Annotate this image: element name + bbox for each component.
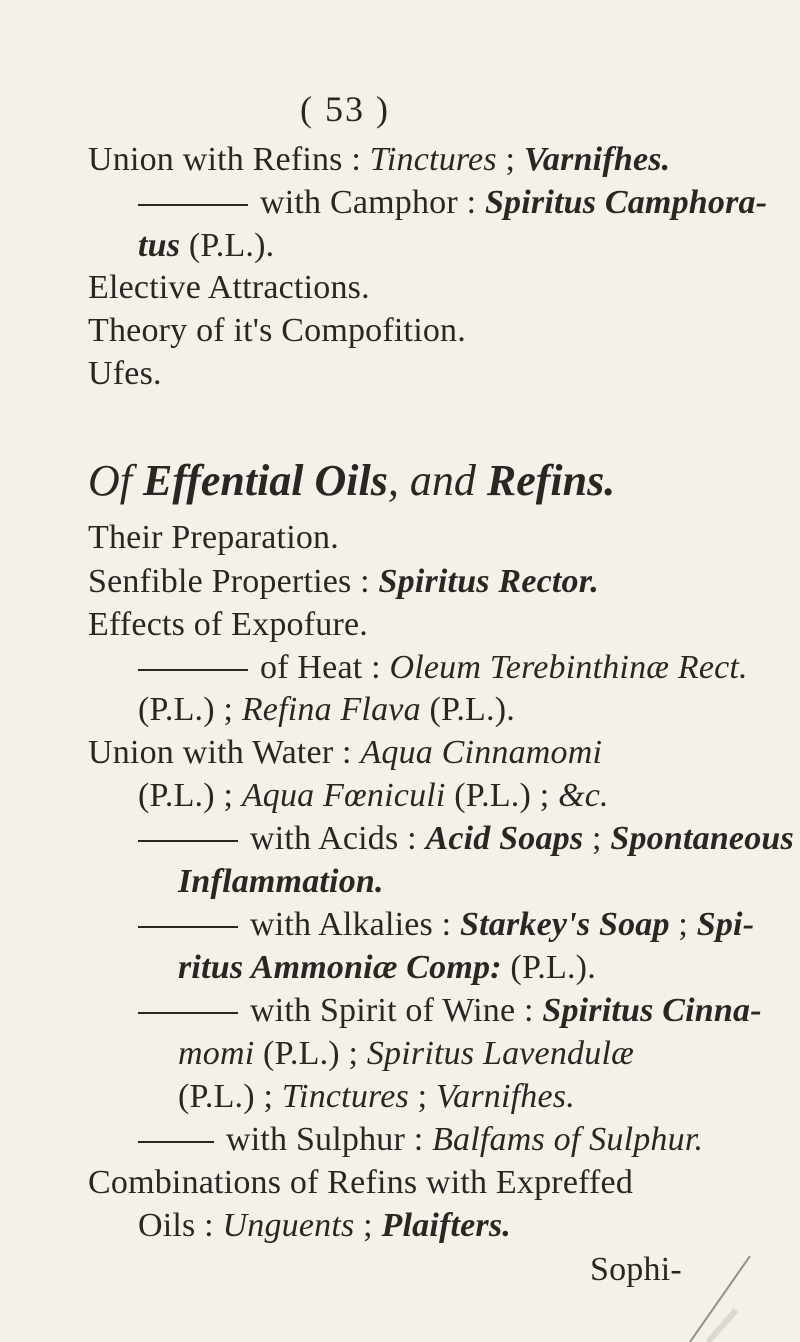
text-run: ;	[496, 141, 524, 178]
text-run-italic: Spiritus Cinna-	[542, 992, 762, 1029]
text-run-italic: Varnifhes.	[523, 141, 671, 178]
text-run: with Spirit of Wine :	[250, 992, 543, 1029]
text-run: (P.L.) ;	[138, 691, 242, 728]
text-line-9	[88, 605, 368, 645]
text-line-21	[138, 1120, 703, 1160]
text-run: Their Preparation.	[88, 519, 339, 556]
text-run: ;	[408, 1078, 436, 1115]
text-run-italic: Starkey's Soap	[460, 906, 670, 943]
text-run-italic: Oleum Terebinthinæ Rect.	[389, 649, 748, 686]
text-run: Elective Attractions.	[88, 269, 370, 306]
text-run: Ufes.	[88, 355, 162, 392]
text-run-italic: Unguents	[222, 1207, 355, 1244]
text-run-italic: &c.	[558, 777, 609, 814]
text-run-italic: Spiritus Rector.	[378, 563, 599, 600]
text-run-italic: Refina Flava	[241, 691, 421, 728]
ditto-dash	[138, 926, 238, 928]
page-number: ( 53 )	[300, 89, 390, 129]
text-run: ;	[354, 1207, 382, 1244]
text-run-italic: momi	[178, 1035, 255, 1072]
text-run: (P.L.) ;	[138, 777, 242, 814]
text-run: with Alkalies :	[250, 906, 461, 943]
text-run-italic: Aqua Fœniculi	[241, 777, 446, 814]
text-run-italic: Tinctures	[369, 141, 497, 178]
text-run: (P.L.).	[501, 949, 596, 986]
text-line-17	[178, 948, 596, 988]
text-line-22	[88, 1163, 633, 1203]
text-run: Effects of Expofure.	[88, 606, 368, 643]
ditto-dash	[138, 669, 248, 671]
text-run: (P.L.) ;	[178, 1078, 282, 1115]
heading-run: , and	[387, 456, 487, 505]
text-line-10	[138, 648, 748, 688]
text-line-20	[178, 1077, 575, 1117]
text-run: (P.L.).	[180, 227, 275, 264]
text-line-2	[138, 183, 767, 223]
text-run-italic: Aqua Cinnamomi	[360, 734, 603, 771]
text-run: Combinations of Refins with Expreffed	[88, 1164, 634, 1201]
text-line-3	[138, 226, 274, 266]
text-line-6	[88, 354, 162, 394]
text-line-19	[178, 1034, 634, 1074]
text-run: (P.L.) ;	[445, 777, 559, 814]
text-run-italic: Balfams of Sulphur.	[432, 1121, 704, 1158]
text-line-4	[88, 268, 370, 308]
text-run-italic: Varnifhes.	[435, 1078, 575, 1115]
text-run-italic: Acid Soaps	[425, 820, 584, 857]
text-line-18	[138, 991, 762, 1031]
text-line-23	[138, 1206, 511, 1246]
text-line-8	[88, 562, 599, 602]
text-run-italic: Spi-	[696, 906, 755, 943]
ditto-dash	[138, 1012, 238, 1014]
text-run: with Camphor :	[260, 184, 485, 221]
ditto-dash	[138, 840, 238, 842]
text-line-11	[138, 690, 515, 730]
heading-run: Of	[88, 456, 143, 505]
text-run: Union with Refins :	[88, 141, 370, 178]
text-run-italic: ritus Ammoniæ Comp:	[178, 949, 502, 986]
text-line-16	[138, 905, 754, 945]
heading-run: Effential Oils	[143, 456, 388, 505]
ditto-dash	[138, 204, 248, 206]
text-run-italic: Spontaneous	[610, 820, 794, 857]
text-run: Union with Water :	[88, 734, 361, 771]
text-line-13	[138, 776, 609, 816]
text-run: with Sulphur :	[226, 1121, 433, 1158]
text-run-italic: tus	[138, 227, 181, 264]
text-run-italic: Plaifters.	[381, 1207, 511, 1244]
text-run: of Heat :	[260, 649, 390, 686]
text-run-italic: Spiritus Lavendulæ	[366, 1035, 634, 1072]
text-run: with Acids :	[250, 820, 426, 857]
text-line-12	[88, 733, 602, 773]
text-run: ;	[669, 906, 697, 943]
text-run: Senfible Properties :	[88, 563, 379, 600]
text-run: (P.L.).	[420, 691, 515, 728]
text-run: Oils :	[138, 1207, 223, 1244]
text-line-1	[88, 140, 670, 180]
paper-mark-decoration	[650, 1250, 760, 1342]
text-run: Theory of it's Compofition.	[88, 312, 466, 349]
text-line-5	[88, 311, 466, 351]
text-run-italic: Tinctures	[281, 1078, 409, 1115]
section-heading	[88, 455, 615, 506]
catchword: Sophi-	[590, 1251, 682, 1288]
text-run-italic: Inflammation.	[178, 863, 384, 900]
ditto-dash	[138, 1141, 214, 1143]
heading-run: Refins.	[486, 456, 616, 505]
text-line-7	[88, 518, 339, 558]
text-run-italic: Spiritus Camphora-	[484, 184, 768, 221]
text-line-15	[178, 862, 384, 902]
text-run: ;	[583, 820, 611, 857]
text-run: (P.L.) ;	[254, 1035, 367, 1072]
text-line-14	[138, 819, 794, 859]
